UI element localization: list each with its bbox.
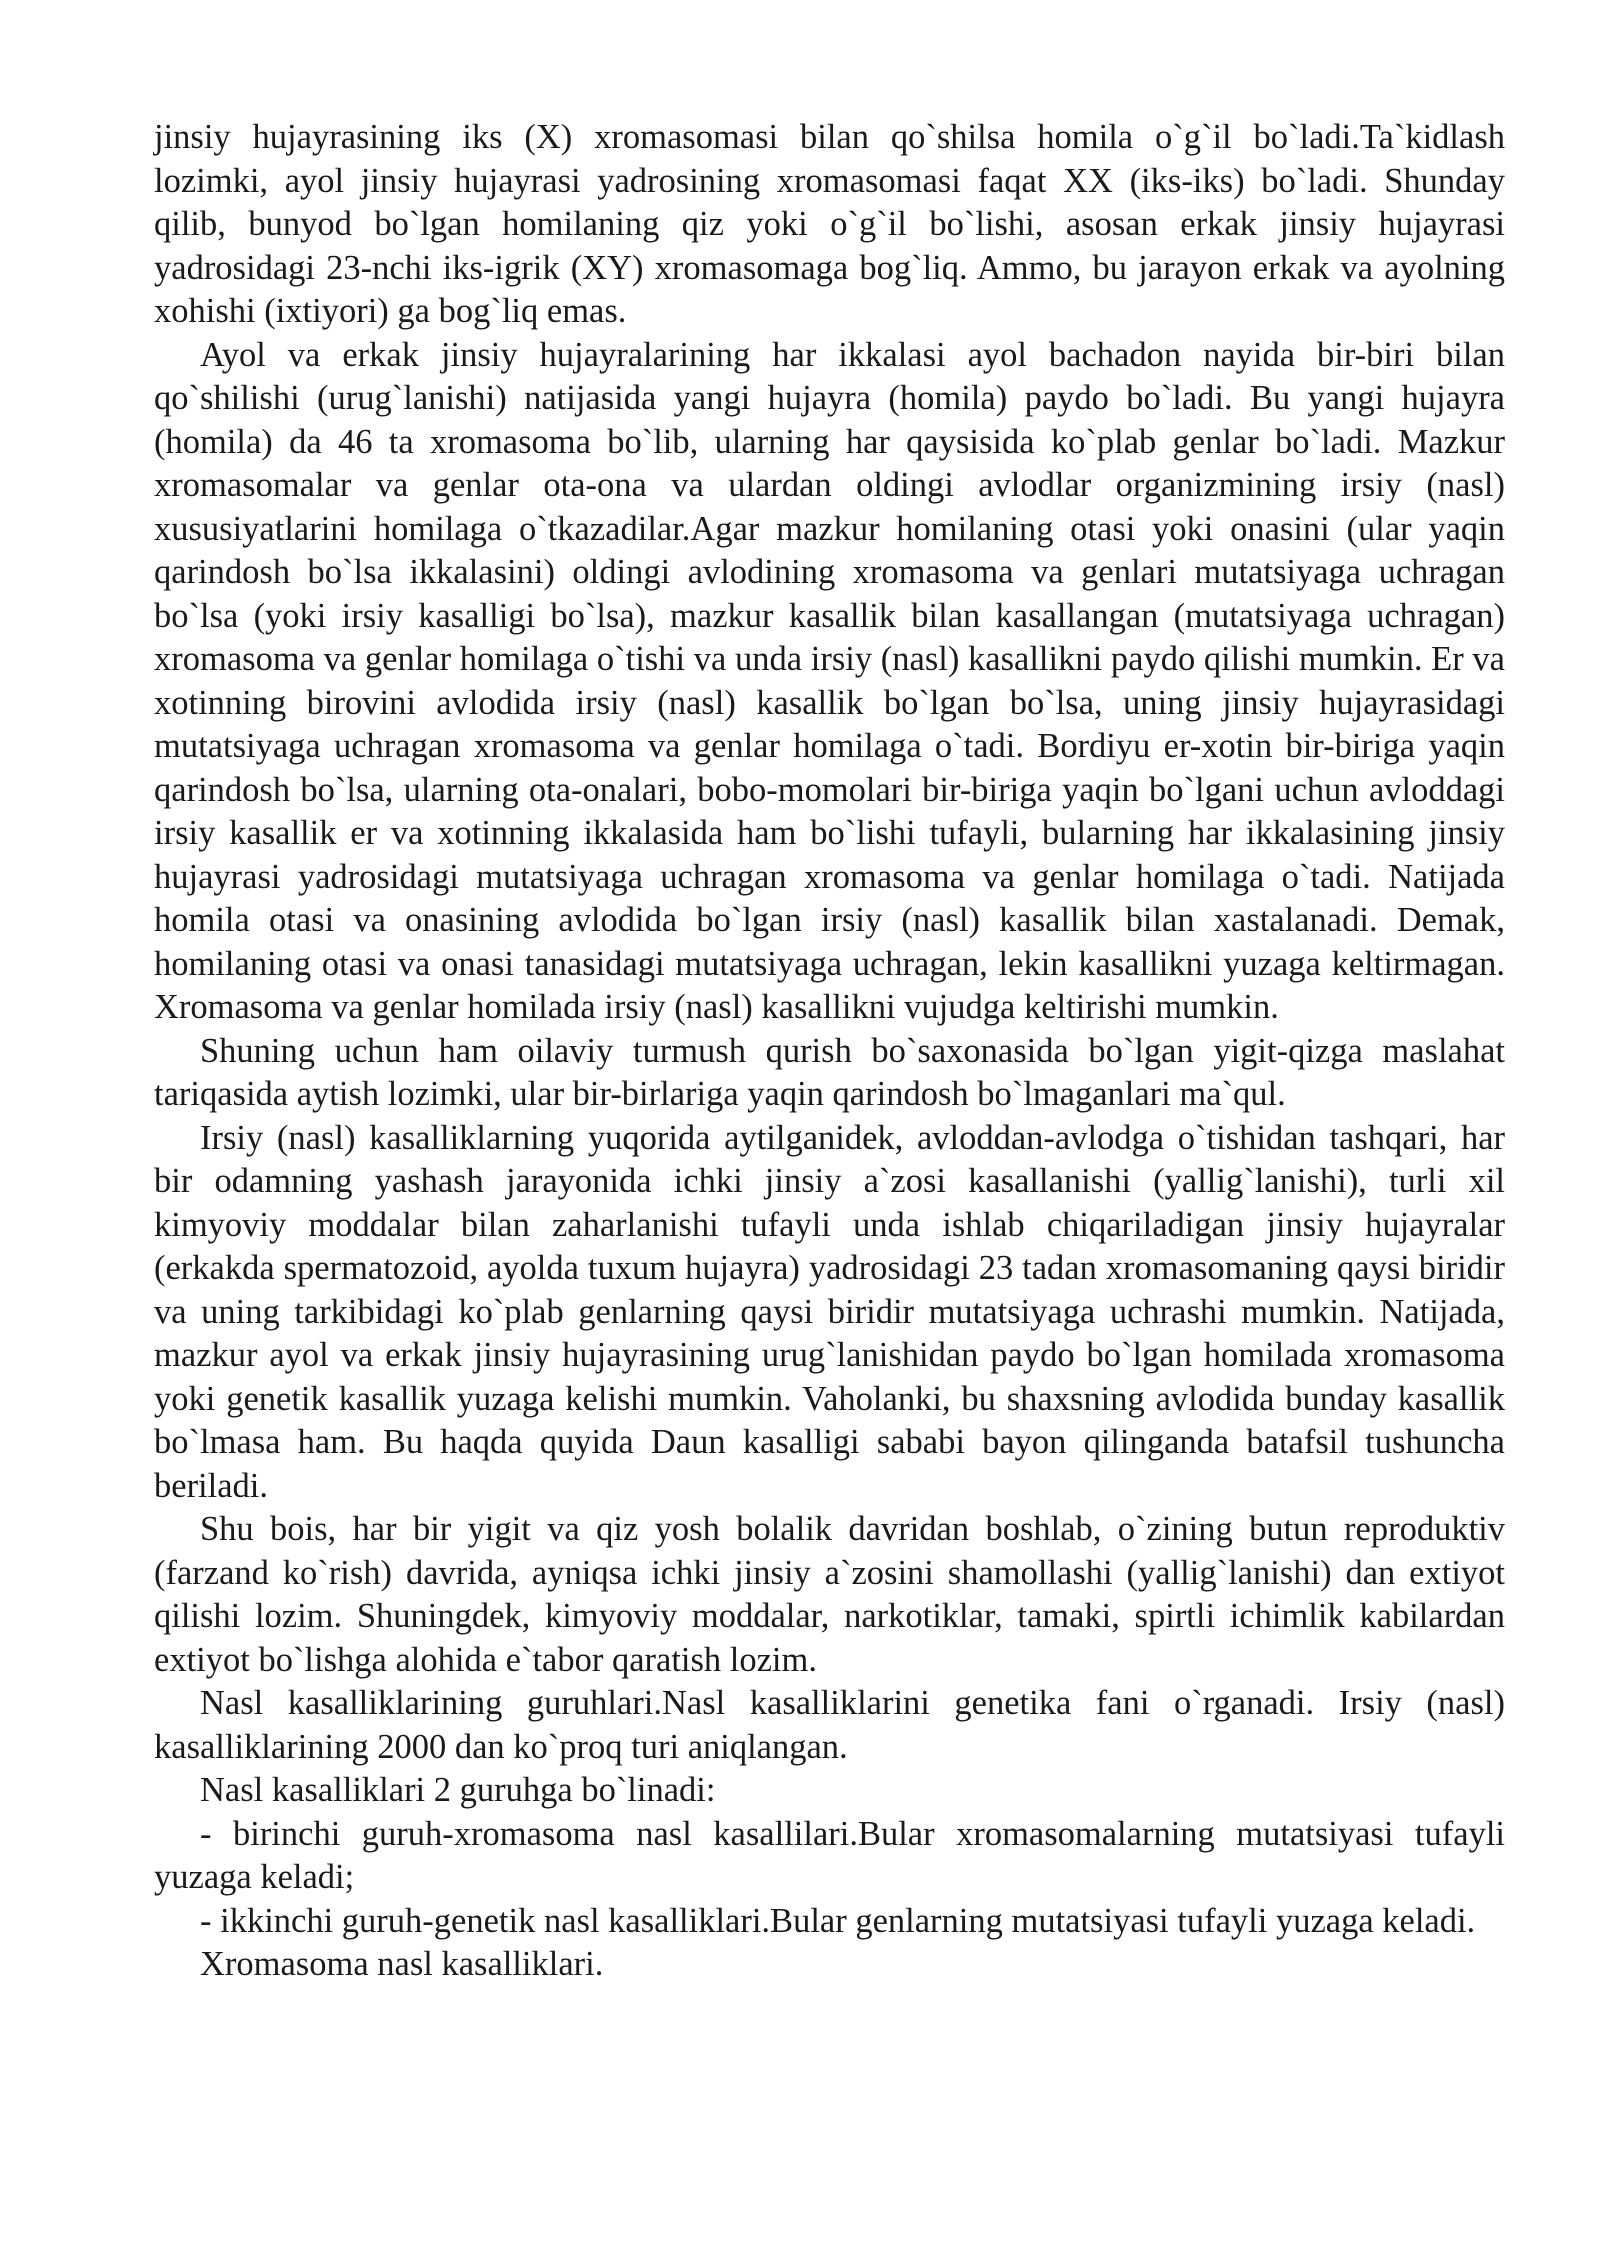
paragraph-6: Nasl kasalliklarining guruhlari.Nasl kasalliklarini genetika fani o`rganadi. Irsiy (nasl) kasalliklarining 2000 dan ko`proq turi aniqlangan. — [154, 1684, 1505, 1766]
paragraph-7: Nasl kasalliklari 2 guruhga bo`linadi: — [200, 1771, 716, 1809]
list-item-1: - birinchi guruh-xromasoma nasl kasallilari.Bular xromasomalarning mutatsiyasi tufayli yuzaga keladi; — [154, 1814, 1505, 1896]
paragraph-1: jinsiy hujayrasining iks (X) xromasomasi bilan qo`shilsa homila o`g`il bo`ladi.Ta`kidlash lozimki, ayol jinsiy hujayrasi yadrosining xromasomasi faqat XX (iks-iks) bo`ladi. Shunday qilib, bunyod bo`lgan homilaning qiz yoki o`g`il bo`lishi, asosan erkak jinsiy hujayrasi yadrosidagi 23-nchi iks-igrik (XY) xromasomaga bog`liq. Ammo, bu jarayon erkak va ayolning xohishi (ixtiyori) ga bog`liq emas. — [154, 118, 1505, 330]
document-page — [154, 116, 1505, 1987]
section-heading: Xromasoma nasl kasalliklari. — [200, 1945, 604, 1983]
paragraph-2: Ayol va erkak jinsiy hujayralarining har ikkalasi ayol bachadon nayida bir-biri bilan qo`shilishi (urug`lanishi) natijasida yangi hujayra (homila) paydo bo`ladi. Bu yangi hujayra (homila) da 46 ta xromasoma bo`lib, ularning har qaysisida ko`plab genlar bo`ladi. Mazkur xromasomalar va genlar ota-ona va ulardan oldingi avlodlar organizmining irsiy (nasl) xususiyatlarini homilaga o`tkazadilar.Agar mazkur homilaning otasi yoki onasini (ular yaqin qarindosh bo`lsa ikkalasini) oldingi avlodining xromasoma va genlari mutatsiyaga uchragan bo`lsa (yoki irsiy kasalligi bo`lsa), mazkur kasallik bilan kasallangan (mutatsiyaga uchragan) xromasoma va genlar homilaga o`tishi va unda irsiy (nasl) kasallikni paydo qilishi mumkin. Er va xotinning birovini avlodida irsiy (nasl) kasallik bo`lgan bo`lsa, uning jinsiy hujayrasidagi mutatsiyaga uchragan xromasoma va genlar homilaga o`tadi. Bordiyu er-xotin bir-biriga yaqin qarindosh bo`lsa, ularning ota-onalari, bobo-momolari bir-biriga yaqin bo`lgani uchun avloddagi irsiy kasallik er va xotinning ikkalasida ham bo`lishi tufayli, bularning har ikkalasining jinsiy hujayrasi yadrosidagi mutatsiyaga uchragan xromasoma va genlar homilaga o`tadi. Natijada homila otasi va onasining avlodida bo`lgan irsiy (nasl) kasallik bilan xastalanadi. Demak, homilaning otasi va onasi tanasidagi mutatsiyaga uchragan, lekin kasallikni yuzaga keltirmagan. Xromasoma va genlar homilada irsiy (nasl) kasallikni vujudga keltirishi mumkin. — [154, 335, 1505, 1026]
paragraph-4: Irsiy (nasl) kasalliklarning yuqorida aytilganidek, avloddan-avlodga o`tishidan tashqari, har bir odamning yashash jarayonida ichki jinsiy a`zosi kasallanishi (yallig`lanishi), turli xil kimyoviy moddalar bilan zaharlanishi tufayli unda ishlab chiqariladigan jinsiy hujayralar (erkakda spermatozoid, ayolda tuxum hujayra) yadrosidagi 23 tadan xromasomaning qaysi biridir va uning tarkibidagi ko`plab genlarning qaysi biridir mutatsiyaga uchrashi mumkin. Natijada, mazkur ayol va erkak jinsiy hujayrasining urug`lanishidan paydo bo`lgan homilada xromasoma yoki genetik kasallik yuzaga kelishi mumkin. Vaholanki, bu shaxsning avlodida bunday kasallik bo`lmasa ham. Bu haqda quyida Daun kasalligi sababi bayon qilinganda batafsil tushuncha beriladi. — [154, 1118, 1505, 1505]
paragraph-3: Shuning uchun ham oilaviy turmush qurish bo`saxonasida bo`lgan yigit-qizga maslahat tariqasida aytish lozimki, ular bir-birlariga yaqin qarindosh bo`lmaganlari ma`qul. — [154, 1031, 1505, 1113]
paragraph-5: Shu bois, har bir yigit va qiz yosh bolalik davridan boshlab, o`zining butun reproduktiv (farzand ko`rish) davrida, ayniqsa ichki jinsiy a`zosini shamollashi (yallig`lanishi) dan extiyot qilishi lozim. Shuningdek, kimyoviy moddalar, narkotiklar, tamaki, spirtli ichimlik kabilardan extiyot bo`lishga alohida e`tabor qaratish lozim. — [154, 1510, 1505, 1679]
list-item-2: - ikkinchi guruh-genetik nasl kasalliklari.Bular genlarning mutatsiyasi tufayli yuzaga keladi. — [200, 1901, 1476, 1940]
